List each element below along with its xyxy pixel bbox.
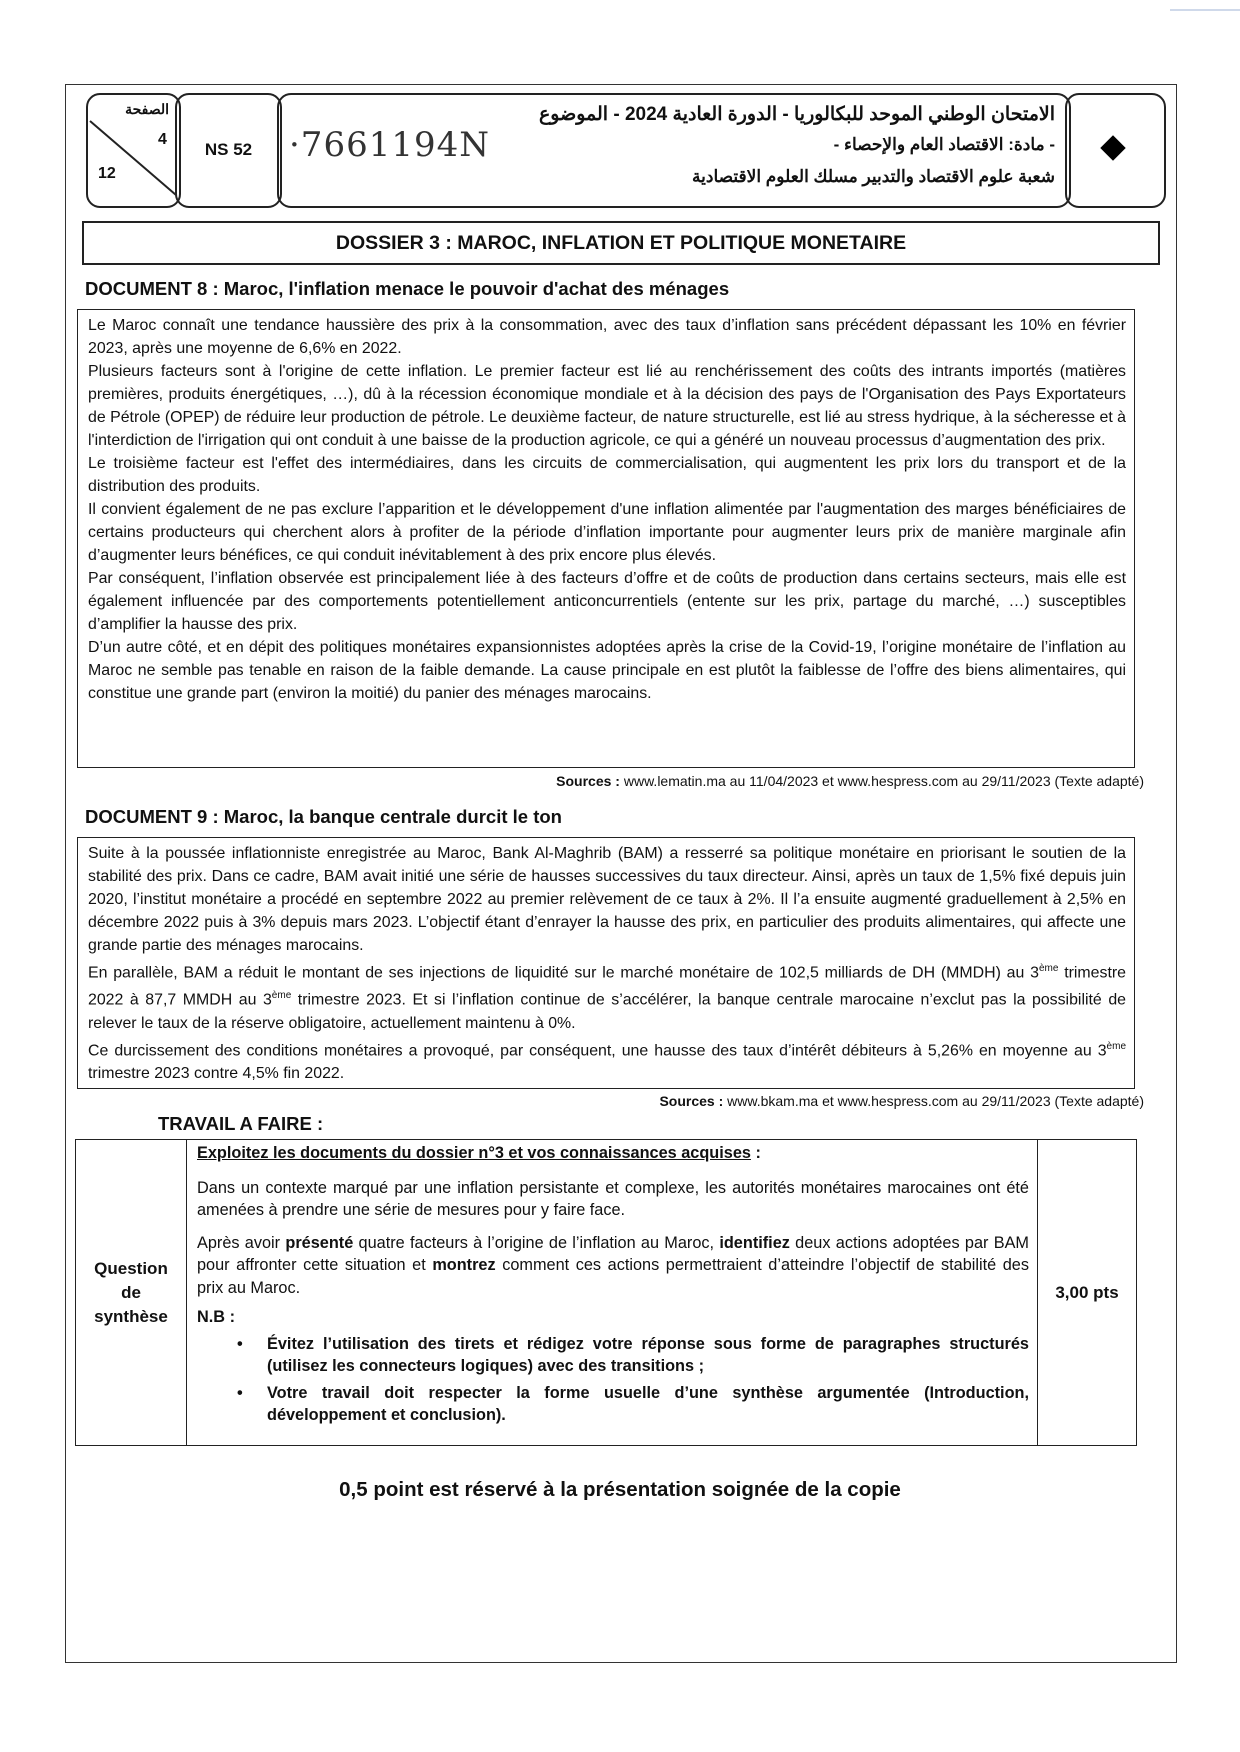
document-8-source xyxy=(556,773,1144,789)
document-9-source xyxy=(659,1093,1144,1109)
document-9-box xyxy=(77,837,1135,1089)
document-8-box xyxy=(77,309,1135,768)
presentation-note: 0,5 point est réservé à la présentation soignée de la copie xyxy=(339,1478,901,1501)
exam-header-box xyxy=(277,93,1071,208)
page-divider-line xyxy=(88,95,179,206)
subject-code: NS 52 xyxy=(204,140,253,159)
doc8-paragraph: D’un autre côté, et en dépit des politiques monétaires expansionnistes adoptées après la crise de la Covid-19, l’origine monétaire de l’inflation au Maroc ne semble pas tenable en raison de la faible demande. La cause principale en est plutôt la faiblesse de l’offre des biens alimentaires, qui constitue une grande part (environ la moitié) du panier des ménages marocains. xyxy=(88,639,1126,702)
corner-mark xyxy=(1170,9,1240,11)
doc8-paragraph: Plusieurs facteurs sont à l'origine de cette inflation. Le premier facteur est lié au renchérissement des coûts des intrants importés (matières premières, produits énergétiques, …), dû à la récession économique mondiale et à la décision des pays de l'Organisation des Pays Exportateurs de Pétrole (OPEP) de réduire leur production de pétrole. Le deuxième facteur, de nature structurelle, est lié au stress hydrique, à la sécheresse et à l'interdiction de l'irrigation qui ont conduit à une baisse de la production agricole, ce qui a généré un nouveau processus d’augmentation des prix. xyxy=(88,363,1126,449)
doc8-paragraph: Le troisième facteur est l'effet des intermédiaires, dans les circuits de commercialisation, qui augmentent les prix lors du transport et de la distribution des produits. xyxy=(88,455,1126,495)
bullet-icon: • xyxy=(237,1334,243,1353)
exam-title-arabic: الامتحان الوطني الموحد للبكالوريا - الدورة العادية 2024 - الموضوع xyxy=(538,104,1055,125)
track-arabic: شعبة علوم الاقتصاد والتدبير مسلك العلوم الاقتصادية xyxy=(692,167,1055,186)
source-text: www.bkam.ma et www.hespress.com au 29/11/2023 (Texte adapté) xyxy=(723,1093,1144,1109)
bullet-icon: • xyxy=(237,1383,243,1402)
diamond-icon xyxy=(1100,135,1125,160)
dossier-title: DOSSIER 3 : MAROC, INFLATION ET POLITIQUE MONETAIRE xyxy=(82,221,1160,265)
subject-code-box xyxy=(175,93,282,208)
doc9-paragraph-1: Suite à la poussée inflationniste enregistrée au Maroc, Bank Al-Maghrib (BAM) a resserré sa politique monétaire en priorisant le soutien de la stabilité des prix. Dans ce cadre, BAM avait initié une série de hausses successives du taux directeur. Ainsi, après un taux de 1,5% fixé depuis juin 2020, l’institut monétaire a procédé en septembre 2022 au premier relèvement de ce taux à 2%. Il l’a ensuite augmenté graduellement à 2,5% en décembre 2022 puis à 3% depuis mars 2023. L’objectif étant d’enrayer la hausse des prix, en particulier des produits alimentaires, qui affecte une grande partie des ménages marocains. xyxy=(88,845,1126,954)
page-total: 12 xyxy=(98,165,116,182)
doc9-paragraph-2: En parallèle, BAM a réduit le montant de ses injections de liquidité sur le marché monétaire de 102,5 milliards de DH (MMDH) au 3ème trimestre 2022 à 87,7 MMDH au 3ème trimestre 2023. Et si l’inflation continue de s’accélérer, la banque centrale marocaine n’exclut pas la possibilité de relever le taux de la réserve obligatoire, actuellement maintenu à 0%. xyxy=(88,963,1126,1032)
page-number-box xyxy=(86,93,181,208)
nb-list xyxy=(197,1333,1029,1427)
question-points: 3,00 pts xyxy=(1038,1140,1137,1446)
source-label: Sources : xyxy=(556,773,620,789)
nb-item: • Évitez l’utilisation des tirets et rédigez votre réponse sous forme de paragraphes structurés (utilisez les connecteurs logiques) avec des transitions ; xyxy=(237,1334,1029,1375)
page-label: الصفحة xyxy=(125,101,169,117)
exploit-instruction: Exploitez les documents du dossier n°3 et vos connaissances acquises xyxy=(197,1144,751,1162)
nb-label: N.B : xyxy=(197,1308,235,1326)
question-label: Question de synthèse xyxy=(76,1140,187,1446)
question-body: Exploitez les documents du dossier n°3 et vos connaissances acquises : Dans un contexte marqué par une inflation persistante et complexe, les autorités monétaires marocaines ont été amenées à prendre une série de mesures pour y faire face. Après avoir présenté quatre facteurs à l’origine de l’inflation au Maroc, identifiez deux actions adoptées par BAM pour affronter cette situation et montrez comment ces actions permettraient d’atteindre l’objectif de stabilité des prix au Maroc. N.B : • Évitez l’utilisation des tirets et rédigez votre réponse sous forme de paragraphes structurés (utilisez les connecteurs logiques) avec des transitions ; • Votre travail doit respecter la forme usuelle d’une synthèse argumentée (Introduction, développement et conclusion). xyxy=(187,1140,1038,1446)
diamond-box xyxy=(1065,93,1166,208)
doc8-paragraph: Par conséquent, l’inflation observée est principalement liée à des facteurs d’offre et de coûts de production dans certains secteurs, mais elle est également influencée par des comportements potentiellement anticoncurrentiels (entente sur les prix, partage du marché, …) susceptibles d’amplifier la hausse des prix. xyxy=(88,570,1126,633)
question-table xyxy=(75,1139,1137,1446)
subject-arabic: - مادة: الاقتصاد العام والإحصاء - xyxy=(833,135,1055,154)
source-text: www.lematin.ma au 11/04/2023 et www.hespress.com au 29/11/2023 (Texte adapté) xyxy=(619,773,1144,789)
doc8-paragraph: Le Maroc connaît une tendance haussière des prix à la consommation, avec des taux d’inflation sans précédent dépassant les 10% en février 2023, après une moyenne de 6,6% en 2022. xyxy=(88,317,1126,357)
travail-title: TRAVAIL A FAIRE : xyxy=(158,1113,324,1134)
page-current: 4 xyxy=(158,131,167,148)
document-8-title: DOCUMENT 8 : Maroc, l'inflation menace le pouvoir d'achat des ménages xyxy=(85,278,730,299)
document-9-title: DOCUMENT 9 : Maroc, la banque centrale durcit le ton xyxy=(85,806,562,827)
nb-item: • Votre travail doit respecter la forme usuelle d’une synthèse argumentée (Introduction, développement et conclusion). xyxy=(237,1383,1029,1424)
doc9-paragraph-3: Ce durcissement des conditions monétaires a provoqué, par conséquent, une hausse des taux d’intérêt débiteurs à 5,26% en moyenne au 3ème trimestre 2023 contre 4,5% fin 2022. xyxy=(88,1040,1126,1082)
question-context: Dans un contexte marqué par une inflation persistante et complexe, les autorités monétaires marocaines ont été amenées à prendre une série de mesures pour y faire face. xyxy=(197,1178,1029,1219)
source-label: Sources : xyxy=(659,1093,724,1109)
question-prompt: Après avoir présenté quatre facteurs à l’origine de l’inflation au Maroc, identifiez deux actions adoptées par BAM pour affronter cette situation et montrez comment ces actions permettraient d’atteindre l’objectif de stabilité des prix au Maroc. xyxy=(197,1233,1029,1297)
doc8-paragraph: Il convient également de ne pas exclure l’apparition et le développement d'une inflation alimentée par l'augmentation des marges bénéficiaires de certains producteurs qui cherchent alors à profiter de la période d’inflation importante pour augmenter leurs prix de manière marginale afin d’augmenter leurs bénéfices, ce qui conduit inévitablement à des prix encore plus élevés. xyxy=(88,501,1126,564)
candidate-number-handwritten: ·7661194N xyxy=(289,125,490,165)
